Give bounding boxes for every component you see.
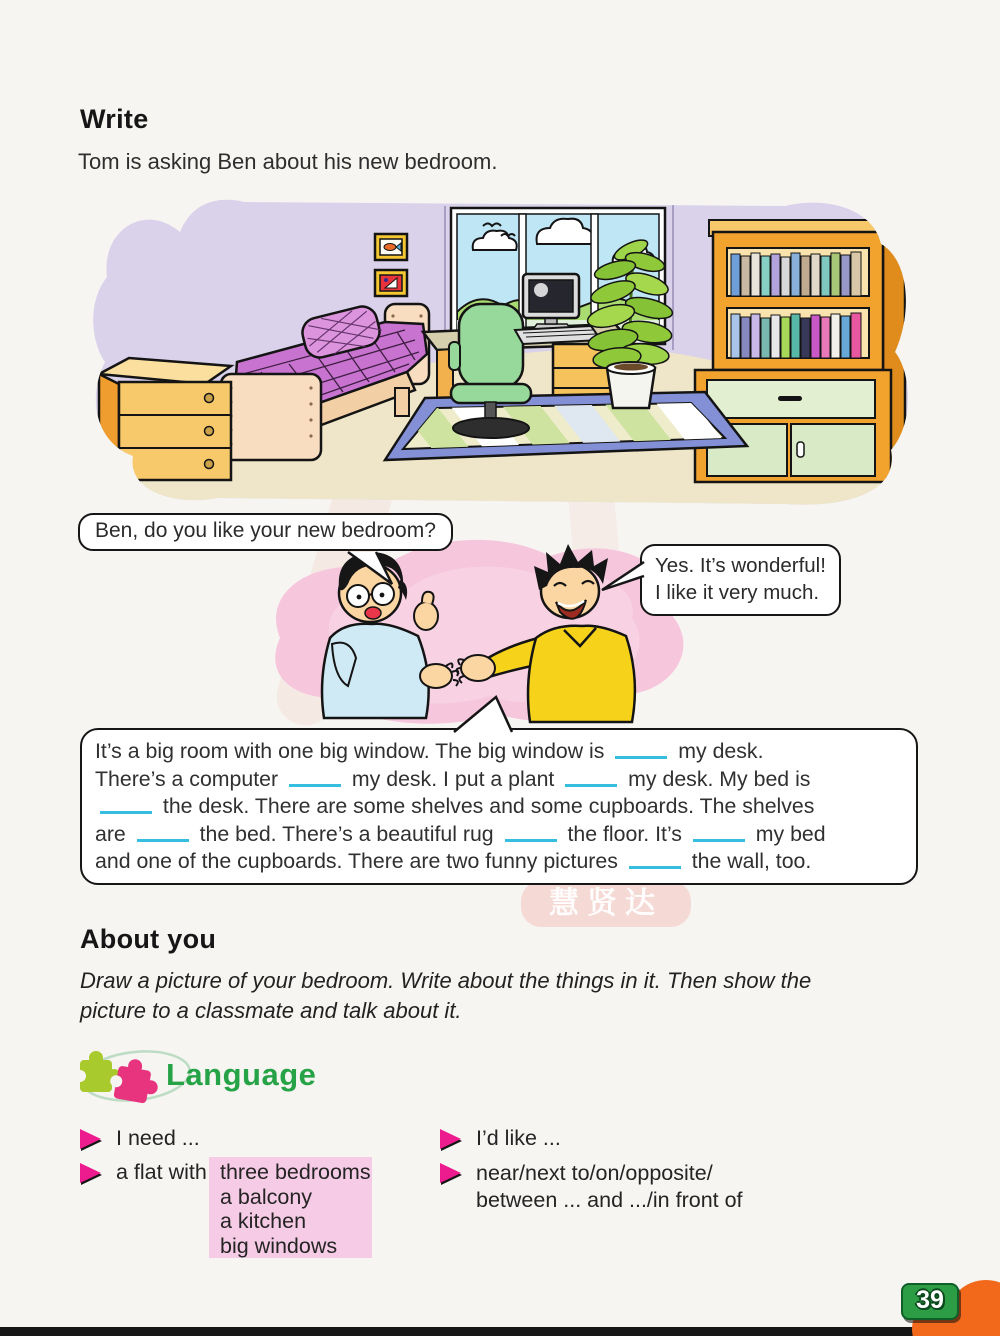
watermark-brand-text: 慧贤达 [521, 881, 691, 927]
fill-blank[interactable] [629, 852, 681, 869]
speech-text: I like it very much. [655, 581, 820, 604]
bullet-arrow-icon [80, 1129, 101, 1149]
fill-line: and one of the cupboards. There are two funny pictures the wall, too. [95, 849, 812, 874]
language-item-prepositions: near/next to/on/opposite/ between ... and .../in front of [440, 1160, 743, 1214]
picture-frame [375, 234, 407, 260]
page-bottom-rule [0, 1327, 1000, 1336]
fill-blank[interactable] [615, 742, 667, 759]
about-you-heading: About you [80, 924, 217, 954]
language-item-a-flat-with: a flat with [80, 1160, 207, 1185]
fill-blank[interactable] [505, 825, 557, 842]
ben-shirt [528, 626, 635, 722]
flat-option: big windows [220, 1233, 338, 1258]
speech-tail [598, 560, 650, 596]
language-item-id-like: I’d like ... [440, 1126, 561, 1151]
speech-tail [340, 550, 400, 588]
fill-line: the desk. There are some shelves and some cupboards. The shelves [95, 793, 908, 821]
speech-text: Ben, do you like your new bedroom? [95, 519, 436, 542]
about-you-text: Draw a picture of your bedroom. Write about the things in it. Then show the picture to a classmate and talk about it. [80, 968, 812, 1023]
fill-blank[interactable] [289, 770, 341, 787]
language-title: Language [166, 1057, 317, 1092]
bullet-arrow-icon [440, 1129, 461, 1149]
flat-options-highlight [209, 1157, 372, 1258]
picture-frame [375, 270, 407, 296]
fill-line: There’s a computer my desk. I put a plant my desk. My bed is [95, 766, 811, 791]
speech-tail [438, 694, 528, 734]
fill-blank[interactable] [100, 797, 152, 814]
fill-line: are the bed. There’s a beautiful rug the floor. It’s my bed [95, 821, 826, 846]
bedroom-illustration [85, 192, 915, 510]
dresser [99, 358, 231, 480]
footboard [221, 374, 321, 460]
fill-line: It’s a big room with one big window. The big window is my desk. [95, 739, 764, 763]
fill-blank[interactable] [137, 825, 189, 842]
tom-mouth [365, 607, 381, 619]
flat-option: three bedrooms [220, 1160, 371, 1184]
books-row-top [731, 252, 861, 296]
bullet-arrow-icon [80, 1163, 101, 1183]
page-number-badge: 39 [901, 1283, 959, 1320]
speech-bubble-tom [78, 513, 453, 551]
write-heading: Write [80, 104, 149, 134]
bullet-arrow-icon [440, 1163, 461, 1183]
language-item-i-need: I need ... [80, 1126, 200, 1151]
flat-option: a kitchen [220, 1209, 307, 1233]
books-row-bottom [731, 313, 861, 358]
speech-text: Yes. It’s wonderful! [655, 554, 826, 577]
fill-blank[interactable] [565, 770, 617, 787]
fill-blank[interactable] [693, 825, 745, 842]
fill-in-text-box [80, 728, 918, 885]
write-intro: Tom is asking Ben about his new bedroom. [78, 149, 498, 174]
flat-option: a balcony [220, 1184, 313, 1209]
speech-bubble-ben [640, 544, 841, 616]
